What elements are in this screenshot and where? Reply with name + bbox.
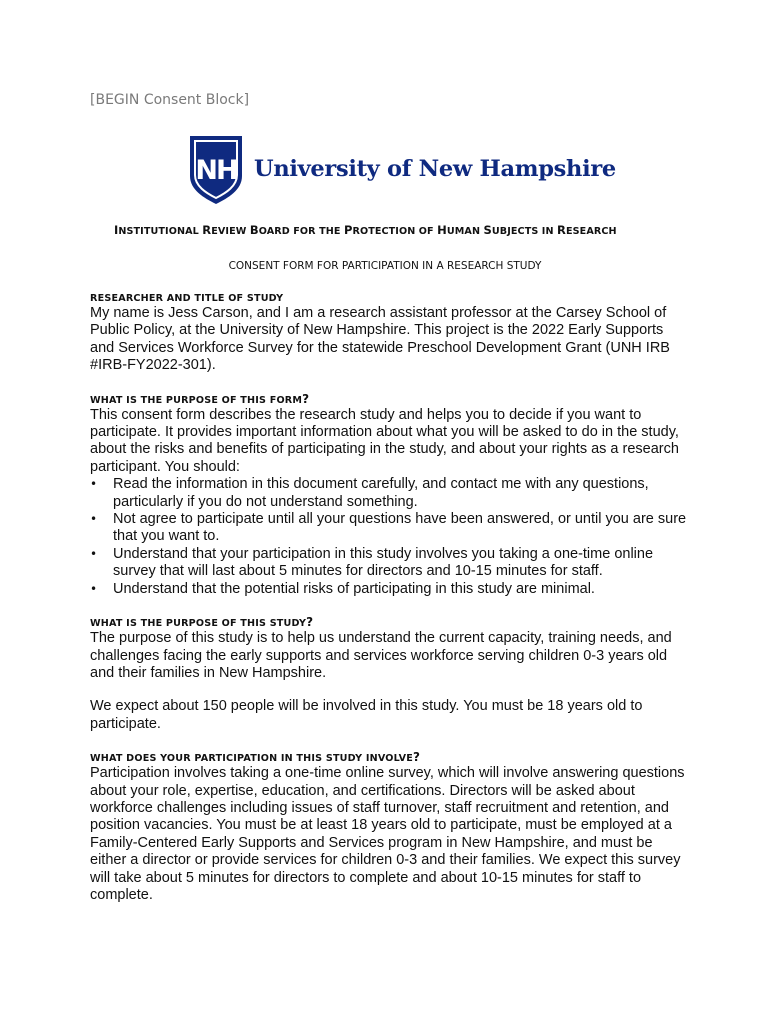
researcher-heading: RESEARCHER AND TITLE OF STUDY [90,293,284,304]
list-item: • Understand that the potential risks of participating in this study are minimal. [90,580,595,597]
consent-content [90,292,688,904]
study-purpose-heading: WHAT IS THE PURPOSE OF THIS STUDY? [90,615,314,630]
list-item: • Understand that your participation in this study involves you taking a one-time online survey that will last about 5 minutes for directors and 10-15 minutes for staff. [90,545,654,580]
consent-form-subtitle: CONSENT FORM FOR PARTICIPATION IN A RESEARCH STUDY [228,260,542,272]
form-purpose-paragraph: This consent form describes the research study and helps you to decide if you want to participate. It provides important information about what you will be asked to do in the study, about the risks and benefits of participating in the study, and about your rights as a research participant. You should: [90,406,679,475]
bullet-icon: • [90,581,98,596]
list-item: • Read the information in this document carefully, and contact me with any questions, particularly if you do not understand something. [90,476,649,510]
form-purpose-bullet-list [90,476,688,598]
unh-shield-icon [190,136,242,204]
university-name: University of New Hampshire [254,156,616,182]
bullet-icon: • [90,512,98,527]
irb-title: INSTITUTIONAL REVIEW BOARD FOR THE PROTECTION OF HUMAN SUBJECTS IN RESEARCH [114,223,617,237]
bullet-icon: • [90,477,98,492]
participation-paragraph: Participation involves taking a one-time online survey, which will involve answering questions about your role, expertise, education, and certifications. Directors will be asked about workforce challenges including issues of staff turnover, staff recruitment and retention, and position vacancies. You must be at least 18 years old to participate, must be employed at a Family-Centered Early Supports and Services program in New Hampshire, and must be either a director or provide services for children 0-3 and their families. We expect this survey will take about 5 minutes for directors to complete and about 10-15 minutes for staff to complete. [90,765,685,903]
list-item: • Not agree to participate until all your questions have been answered, or until you are sure that you want to. [90,511,687,545]
researcher-paragraph: My name is Jess Carson, and I am a research assistant professor at the Carsey School of Public Policy, at the University of New Hampshire. This project is the 2022 Early Supports and Services Workforce Survey for the statewide Preschool Development Grant (UNH IRB #IRB-FY2022-301). [90,305,670,374]
study-purpose-paragraph: The purpose of this study is to help us understand the current capacity, training needs, and challenges facing the early supports and services workforce serving children 0-3 years old and their families in New Hampshire. [90,630,672,681]
bullet-icon: • [90,546,98,561]
participant-count-paragraph: We expect about 150 people will be involved in this study. You must be 18 years old to participate. [90,698,643,732]
logo-monogram: NH [195,155,237,186]
participation-heading: WHAT DOES YOUR PARTICIPATION IN THIS STUDY INVOLVE? [90,750,421,765]
begin-consent-block-marker: [BEGIN Consent Block] [90,92,250,108]
unh-logo [190,136,616,204]
form-purpose-heading: WHAT IS THE PURPOSE OF THIS FORM? [90,391,310,406]
